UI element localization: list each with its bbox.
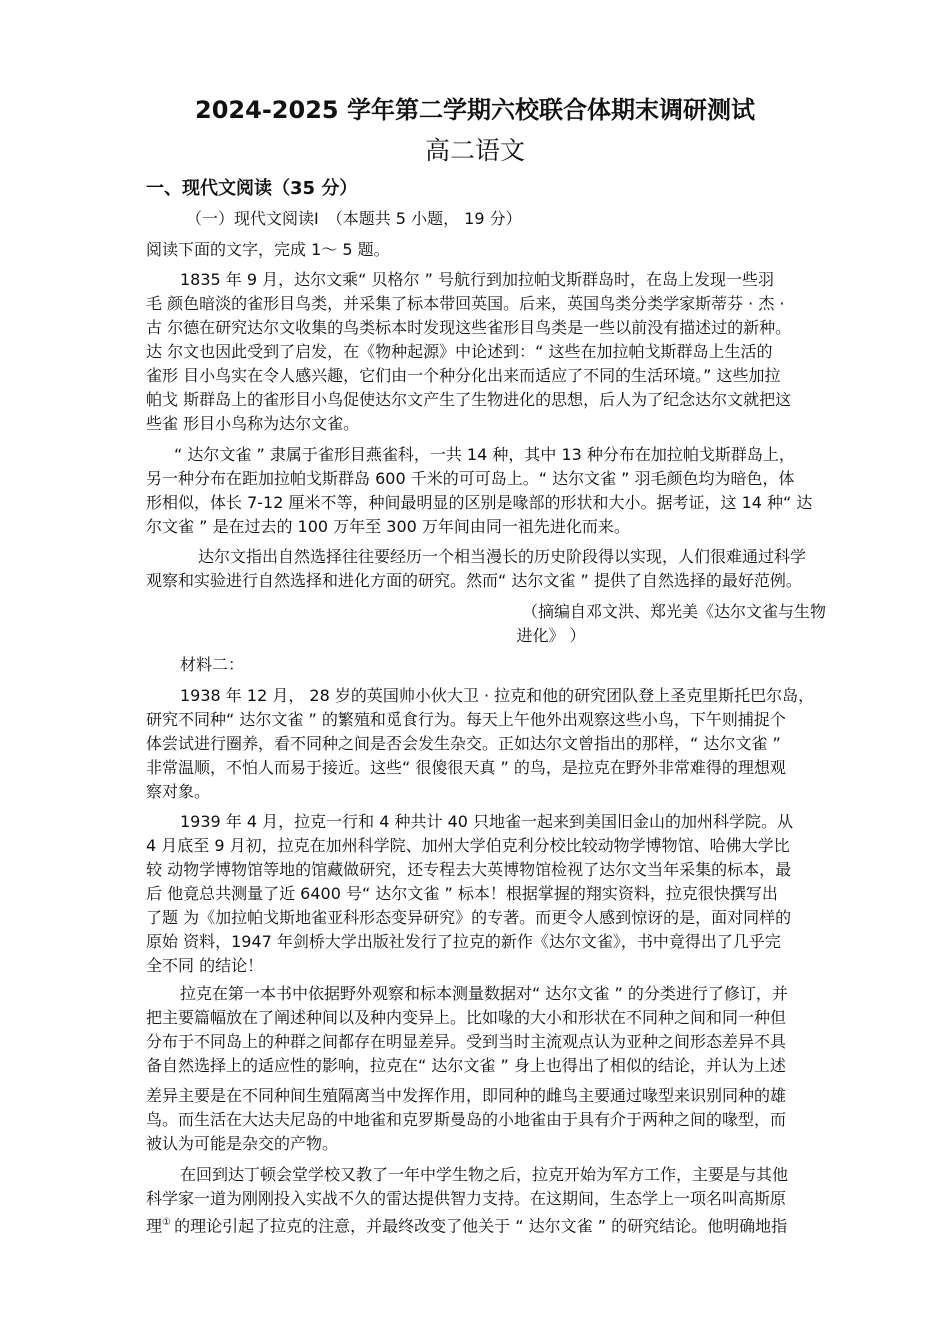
text-line: 原始 资料，1947 年剑桥大学出版社发行了拉克的新作《达尔文雀》，书中竟得出了几乎完 bbox=[146, 932, 781, 951]
material1-paragraph-1 bbox=[146, 268, 826, 436]
section-heading: 一、现代文阅读（35 分） bbox=[146, 178, 358, 199]
text-line: 把主要篇幅放在了阐述种间以及种内变异上。比如喙的大小和形状在不同种之间和同一种但 bbox=[146, 1008, 787, 1027]
text-line: 被认为可能是杂交的产物。 bbox=[146, 1134, 339, 1153]
text-line: 察对象。 bbox=[146, 782, 211, 801]
text-line bbox=[146, 1211, 826, 1238]
text-fragment: 的理论引起了拉克的注意，并最终改变了他关于 “ 达尔文雀 ” 的研究结论。他明确地指 bbox=[174, 1216, 788, 1236]
text-line: 观察和实验进行自然选择和进化方面的研究。然而“ 达尔文雀 ” 提供了自然选择的最好范例。 bbox=[146, 571, 802, 590]
text-line: 帕戈 斯群岛上的雀形目小鸟促使达尔文产生了生物进化的思想，后人为了纪念达尔文就把这 bbox=[146, 390, 792, 409]
source-line: 进化》 ） bbox=[516, 626, 586, 645]
text-line: 研究不同种“ 达尔文雀 ” 的繁殖和觅食行为。每天上午他外出观察这些小鸟，下午则捕捉个 bbox=[146, 710, 786, 729]
text-line: 鸟。而生活在大达夫尼岛的中地雀和克罗斯曼岛的小地雀由于具有介于两种之间的喙型，而 bbox=[146, 1110, 787, 1129]
text-line: 非常温顺，不怕人而易于接近。这些“ 很傻很天真 ” 的鸟，是拉克在野外非常难得的理想观 bbox=[146, 758, 786, 777]
reading-instruction: 阅读下面的文字，完成 1～ 5 题。 bbox=[146, 240, 390, 259]
text-line: 在回到达丁顿会堂学校又教了一年中学生物之后，拉克开始为军方工作，主要是与其他 bbox=[180, 1165, 789, 1184]
text-line: 科学家一道为刚刚投入实战不久的雷达提供智力支持。在这期间，生态学上一项名叫高斯原 bbox=[146, 1189, 787, 1208]
text-line: 1938 年 12 月， 28 岁的英国帅小伙大卫 · 拉克和他的研究团队登上圣克里斯托巴尔岛， bbox=[180, 686, 815, 705]
material2-paragraph-3 bbox=[146, 982, 826, 1078]
text-line: 1939 年 4 月，拉克一行和 4 种共计 40 只地雀一起来到美国旧金山的加州科学院。从 bbox=[180, 812, 794, 831]
source-line: （摘编自邓文洪、郑光美《达尔文雀与生物 bbox=[521, 602, 826, 621]
text-line: 达 尔文也因此受到了启发，在《物种起源》中论述到：“ 这些在加拉帕戈斯群岛上生活的 bbox=[146, 342, 773, 361]
text-line: 了题 为《加拉帕戈斯地雀亚科形态变异研究》的专著。而更令人感到惊讶的是，面对同样的 bbox=[146, 908, 792, 927]
text-line: 毛 颜色暗淡的雀形目鸟类，并采集了标本带回英国。后来，英国鸟类分类学家斯蒂芬 · 杰 · bbox=[146, 294, 785, 313]
text-line: 后 他竟总共测量了近 6400 号“ 达尔文雀 ” 标本！根据掌握的翔实资料，拉克很快撰写出 bbox=[146, 884, 778, 903]
part-heading: （一）现代文阅读Ⅰ （本题共 5 小题， 19 分） bbox=[186, 209, 522, 228]
text-line: 拉克在第一本书中依据野外观察和标本测量数据对“ 达尔文雀 ” 的分类进行了修订，并 bbox=[180, 984, 788, 1003]
text-line: 体尝试进行圈养，看不同种之间是否会发生杂交。正如达尔文曾指出的那样，“ 达尔文雀 ” bbox=[146, 734, 781, 753]
text-line: 形相似，体长 7-12 厘米不等，种间最明显的区别是喙部的形状和大小。据考证，这 14 种“ 达 bbox=[146, 493, 813, 512]
text-line: 古 尔德在研究达尔文收集的鸟类标本时发现这些雀形目鸟类是一些以前没有描述过的新种。 bbox=[146, 318, 792, 337]
text-fragment: 理 bbox=[146, 1216, 163, 1236]
text-line: 分布于不同岛上的种群之间都存在明显差异。受到当时主流观点认为亚种之间形态差异不具 bbox=[146, 1032, 787, 1051]
text-line: 全不同 的结论！ bbox=[146, 956, 264, 975]
material2-paragraph-4 bbox=[146, 1084, 826, 1156]
text-line: 达尔文指出自然选择往往要经历一个相当漫长的历史阶段得以实现，人们很难通过科学 bbox=[198, 547, 807, 566]
material2-paragraph-5 bbox=[146, 1163, 826, 1238]
subject-title: 高二语文 bbox=[424, 136, 525, 165]
text-line: 雀形 目小鸟实在令人感兴趣，它们由一个种分化出来而适应了不同的生活环境。” 这些加拉 bbox=[146, 366, 781, 385]
text-line: “ 达尔文雀 ” 隶属于雀形目燕雀科，一共 14 种，其中 13 种分布在加拉帕戈斯群岛上， bbox=[174, 445, 795, 464]
material2-paragraph-1 bbox=[146, 684, 826, 804]
text-line: 备自然选择上的适应性的影响，拉克在“ 达尔文雀 ” 身上也得出了相似的结论，并认为上述 bbox=[146, 1056, 786, 1075]
material2-label: 材料二： bbox=[180, 655, 245, 674]
footnote-marker: ① bbox=[162, 1217, 175, 1228]
material1-source bbox=[146, 600, 826, 648]
text-line: 4 月底至 9 月初，拉克在加州科学院、加州大学伯克利分校比较动物学博物馆、哈佛大学比 bbox=[146, 836, 790, 855]
text-line: 较 动物学博物馆等地的馆藏做研究，还专程去大英博物馆检视了达尔文当年采集的标本，最 bbox=[146, 860, 792, 879]
text-line: 差异主要是在不同种间生殖隔离当中发挥作用，即同种的雌鸟主要通过喙型来识别同种的雄 bbox=[146, 1086, 787, 1105]
material2-paragraph-2 bbox=[146, 810, 826, 978]
exam-title: 2024-2025 学年第二学期六校联合体期末调研测试 bbox=[195, 96, 755, 124]
material1-paragraph-2 bbox=[146, 443, 826, 539]
text-line: 1835 年 9 月，达尔文乘“ 贝格尔 ” 号航行到加拉帕戈斯群岛时，在岛上发现一些羽 bbox=[180, 270, 774, 289]
text-line: 另一种分布在距加拉帕戈斯群岛 600 千米的可可岛上。“ 达尔文雀 ” 羽毛颜色均为暗色，体 bbox=[146, 469, 795, 488]
text-line: 尔文雀 ” 是在过去的 100 万年至 300 万年间由同一祖先进化而来。 bbox=[146, 517, 630, 536]
text-line: 些雀 形目小鸟称为达尔文雀。 bbox=[146, 414, 360, 433]
material1-paragraph-3 bbox=[146, 545, 826, 593]
